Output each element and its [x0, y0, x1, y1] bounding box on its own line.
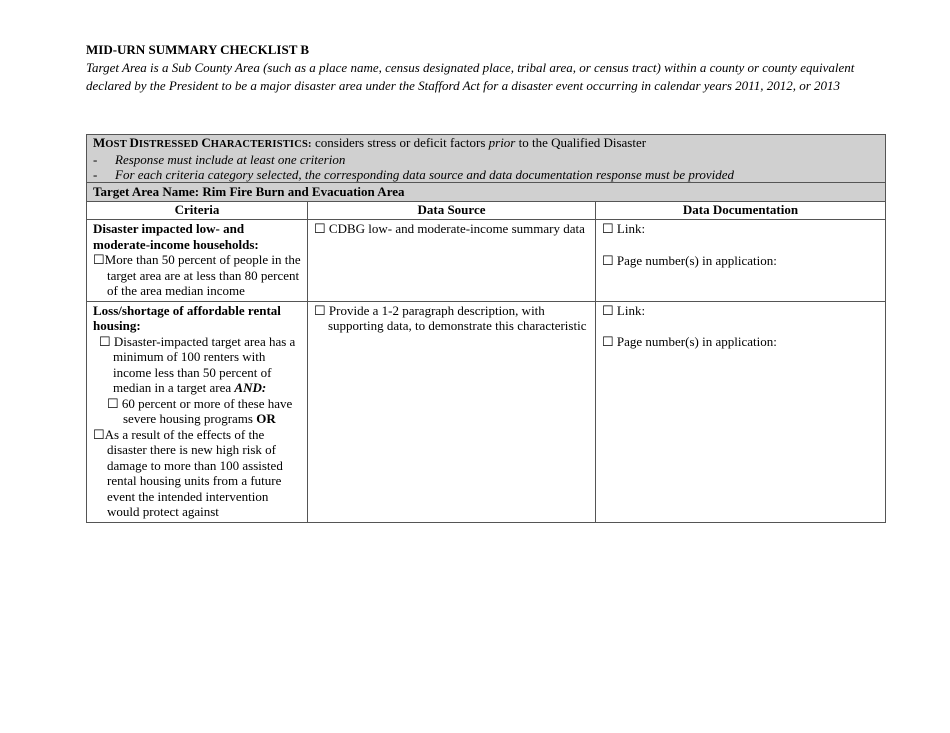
- page-number-checkbox[interactable]: ☐ Page number(s) in application:: [602, 252, 777, 268]
- criteria-heading: Disaster impacted low- and moderate-income households:: [93, 221, 259, 252]
- page-header: [86, 41, 886, 95]
- criteria-checkbox-item[interactable]: ☐ Disaster-impacted target area has a minimum of 100 renters with income less than 50 percent of median in a target area AND:: [99, 333, 296, 395]
- document-intro: Target Area is a Sub County Area (such as a place name, census designated place, tribal area, or census tract) within a county or county equivalent declared by the President to be a major disaster area under the Stafford Act for a disaster event occurring in calendar years 2011, 2012, or 2013: [86, 60, 855, 93]
- criteria-cell: [87, 301, 308, 522]
- target-area-name: Target Area Name: Rim Fire Burn and Evacuation Area: [87, 183, 886, 202]
- criteria-checkbox-item[interactable]: ☐As a result of the effects of the disaster there is new high risk of damage to more than 100 assisted rental housing units from a future event the intended intervention would protect against: [93, 426, 283, 519]
- data-source-checkbox[interactable]: ☐ Provide a 1-2 paragraph description, with supporting data, to demonstrate this characteristic: [314, 302, 587, 333]
- criteria-cell: [87, 220, 308, 302]
- data-documentation-cell: [596, 301, 886, 522]
- document-title: MID-URN SUMMARY CHECKLIST B: [86, 42, 310, 57]
- table-row: [87, 301, 886, 522]
- target-area-row: [87, 183, 886, 202]
- column-header-criteria: Criteria: [87, 202, 308, 220]
- link-checkbox[interactable]: ☐ Link:: [602, 302, 646, 318]
- band-bullet: - For each criteria category selected, the corresponding data source and data documentation response must be provided: [93, 167, 735, 182]
- table-row: [87, 220, 886, 302]
- data-source-cell: [308, 301, 596, 522]
- data-documentation-cell: [596, 220, 886, 302]
- data-source-checkbox[interactable]: ☐ CDBG low- and moderate-income summary data: [314, 221, 585, 236]
- criteria-checkbox-item[interactable]: ☐ 60 percent or more of these have severe housing programs OR: [107, 395, 293, 426]
- column-header-data-documentation: Data Documentation: [596, 202, 886, 220]
- criteria-heading: Loss/shortage of affordable rental housing:: [93, 302, 281, 333]
- characteristics-band-cell: [87, 135, 886, 183]
- data-source-cell: [308, 220, 596, 302]
- link-checkbox[interactable]: ☐ Link:: [602, 221, 646, 236]
- criteria-checkbox-item[interactable]: ☐More than 50 percent of people in the target area are at less than 80 percent of the area median income: [93, 252, 301, 298]
- page-number-checkbox[interactable]: ☐ Page number(s) in application:: [602, 334, 777, 349]
- characteristics-band: [87, 135, 886, 183]
- band-bullet: - Response must include at least one criterion: [93, 152, 346, 167]
- checklist-table: [86, 134, 886, 523]
- band-heading: MOST DISTRESSED CHARACTERISTICS: considers stress or deficit factors prior to the Qualified Disaster: [93, 135, 647, 150]
- column-header-row: [87, 202, 886, 220]
- column-header-data-source: Data Source: [308, 202, 596, 220]
